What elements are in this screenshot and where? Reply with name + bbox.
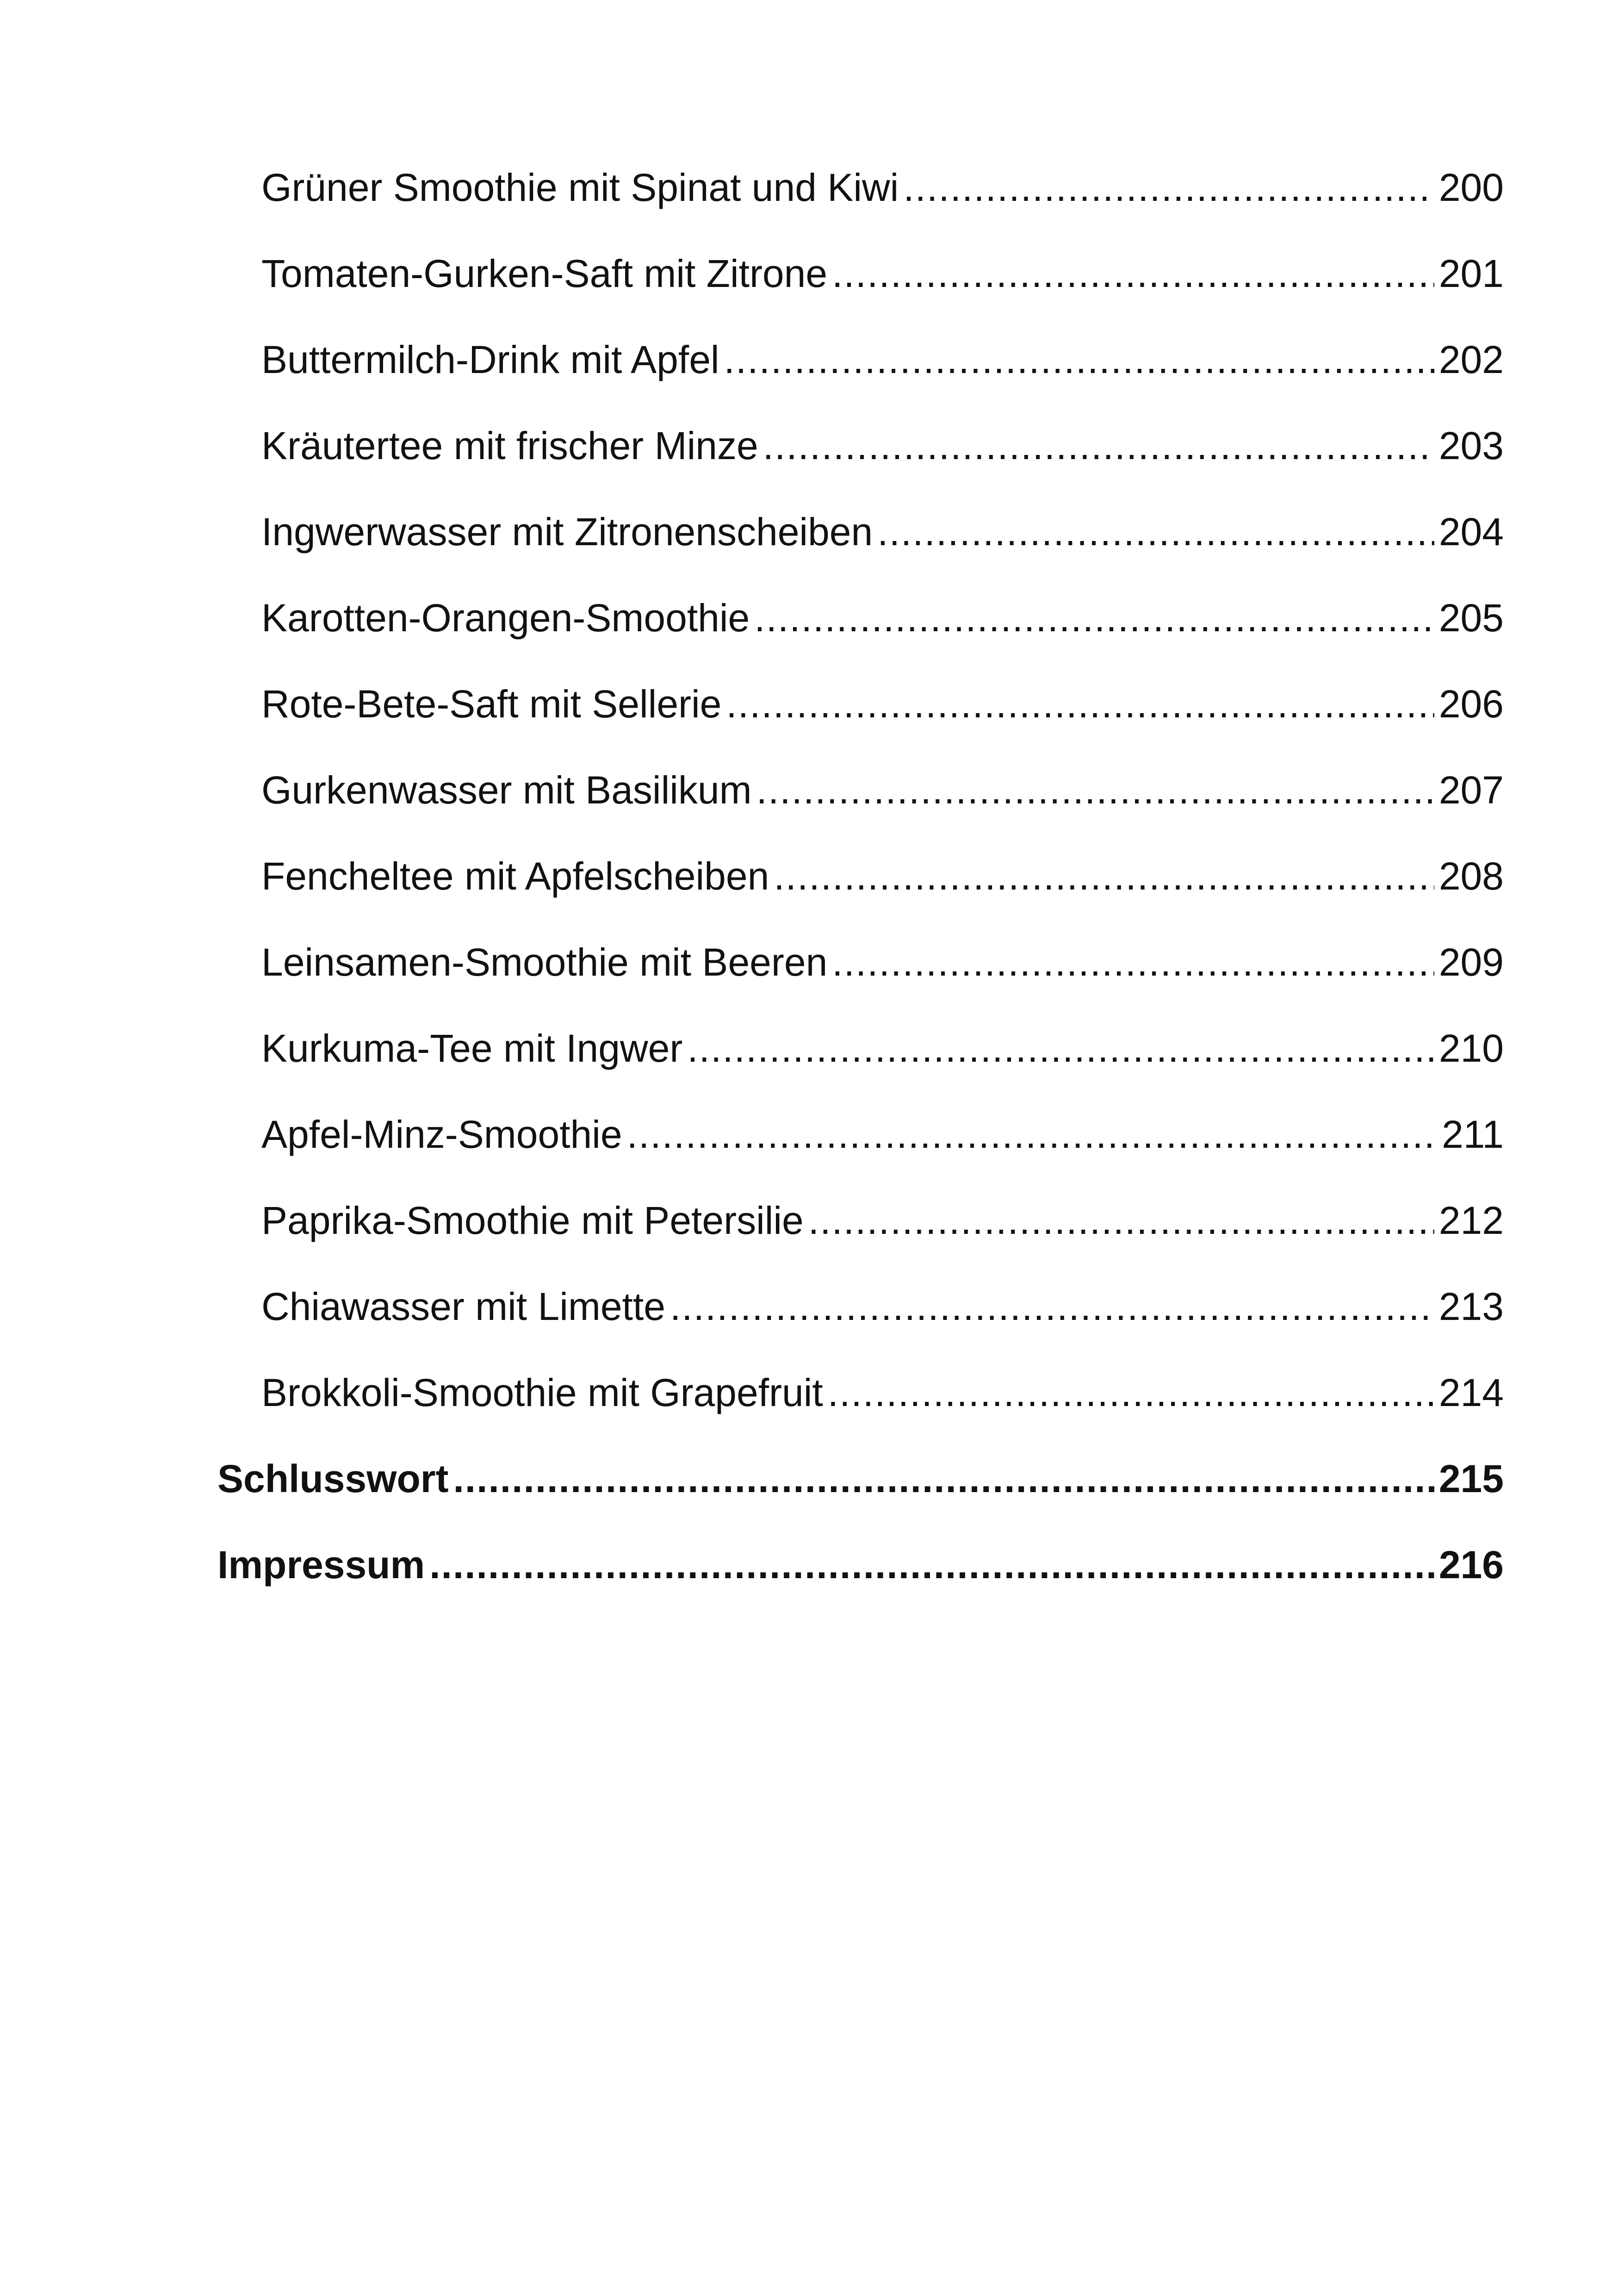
toc-dot-leader — [754, 590, 1434, 646]
toc-entry — [217, 504, 1504, 590]
toc-dot-leader — [774, 848, 1434, 904]
toc-entry-page: 202 — [1438, 338, 1504, 381]
toc-dot-leader — [687, 1020, 1434, 1076]
toc-dot-leader — [670, 1279, 1434, 1334]
toc-dot-leader — [877, 504, 1434, 560]
toc-entry-page: 209 — [1438, 940, 1504, 984]
toc-entry-page: 216 — [1438, 1543, 1504, 1587]
toc-entry-page: 206 — [1438, 682, 1504, 726]
toc-entry-title: Paprika-Smoothie mit Petersilie — [261, 1199, 804, 1242]
toc-entry-title: Fencheltee mit Apfelscheiben — [261, 854, 769, 898]
toc-entry — [217, 332, 1504, 418]
toc-entry-title: Schlusswort — [217, 1457, 449, 1500]
toc-entry-page: 212 — [1438, 1199, 1504, 1242]
toc-dot-leader — [763, 418, 1434, 473]
toc-entry — [217, 762, 1504, 848]
toc-entry — [217, 934, 1504, 1020]
table-of-contents — [217, 160, 1504, 1623]
toc-entry-title: Tomaten-Gurken-Saft mit Zitrone — [261, 252, 828, 295]
toc-entry-page: 207 — [1438, 768, 1504, 812]
toc-entry — [217, 590, 1504, 676]
toc-entry — [217, 418, 1504, 504]
toc-entry-title: Ingwerwasser mit Zitronenscheiben — [261, 510, 873, 554]
toc-dot-leader — [453, 1451, 1434, 1506]
toc-entry-page: 201 — [1438, 252, 1504, 295]
toc-entry-page: 208 — [1438, 854, 1504, 898]
toc-dot-leader — [429, 1537, 1434, 1593]
toc-entry-title: Impressum — [217, 1543, 425, 1587]
toc-entry-page: 200 — [1438, 166, 1504, 209]
toc-entry — [217, 1279, 1504, 1365]
toc-entry — [217, 160, 1504, 246]
toc-entry-page: 213 — [1438, 1285, 1504, 1328]
toc-entry — [217, 246, 1504, 332]
toc-entry-title: Apfel-Minz-Smoothie — [261, 1113, 622, 1156]
toc-dot-leader — [724, 332, 1434, 387]
toc-entry-page: 205 — [1438, 596, 1504, 640]
toc-entry-page: 204 — [1438, 510, 1504, 554]
toc-entry-page: 215 — [1438, 1457, 1504, 1500]
toc-entry-page: 210 — [1438, 1027, 1504, 1070]
toc-entry-title: Karotten-Orangen-Smoothie — [261, 596, 750, 640]
toc-entry-title: Buttermilch-Drink mit Apfel — [261, 338, 719, 381]
toc-chapter-entry — [217, 1537, 1504, 1623]
toc-entry — [217, 1365, 1504, 1451]
toc-entry-title: Rote-Bete-Saft mit Sellerie — [261, 682, 722, 726]
toc-entry-page: 214 — [1438, 1371, 1504, 1414]
toc-entry-title: Grüner Smoothie mit Spinat und Kiwi — [261, 166, 899, 209]
toc-dot-leader — [627, 1107, 1437, 1162]
toc-dot-leader — [726, 676, 1434, 732]
toc-chapter-entry — [217, 1451, 1504, 1537]
toc-dot-leader — [756, 762, 1434, 818]
toc-entry — [217, 1020, 1504, 1107]
toc-dot-leader — [828, 1365, 1434, 1420]
toc-entry-title: Leinsamen-Smoothie mit Beeren — [261, 940, 828, 984]
toc-entry-title: Gurkenwasser mit Basilikum — [261, 768, 752, 812]
toc-entry-title: Chiawasser mit Limette — [261, 1285, 665, 1328]
toc-entry — [217, 676, 1504, 762]
toc-dot-leader — [903, 160, 1434, 215]
toc-dot-leader — [808, 1193, 1434, 1248]
toc-dot-leader — [832, 934, 1434, 990]
toc-dot-leader — [832, 246, 1434, 301]
toc-entry-title: Brokkoli-Smoothie mit Grapefruit — [261, 1371, 823, 1414]
toc-entry-page: 211 — [1442, 1113, 1504, 1156]
toc-entry — [217, 1107, 1504, 1193]
toc-entry-page: 203 — [1438, 424, 1504, 467]
toc-entry — [217, 848, 1504, 934]
toc-entry-title: Kräutertee mit frischer Minze — [261, 424, 758, 467]
toc-entry-title: Kurkuma-Tee mit Ingwer — [261, 1027, 683, 1070]
toc-entry — [217, 1193, 1504, 1279]
